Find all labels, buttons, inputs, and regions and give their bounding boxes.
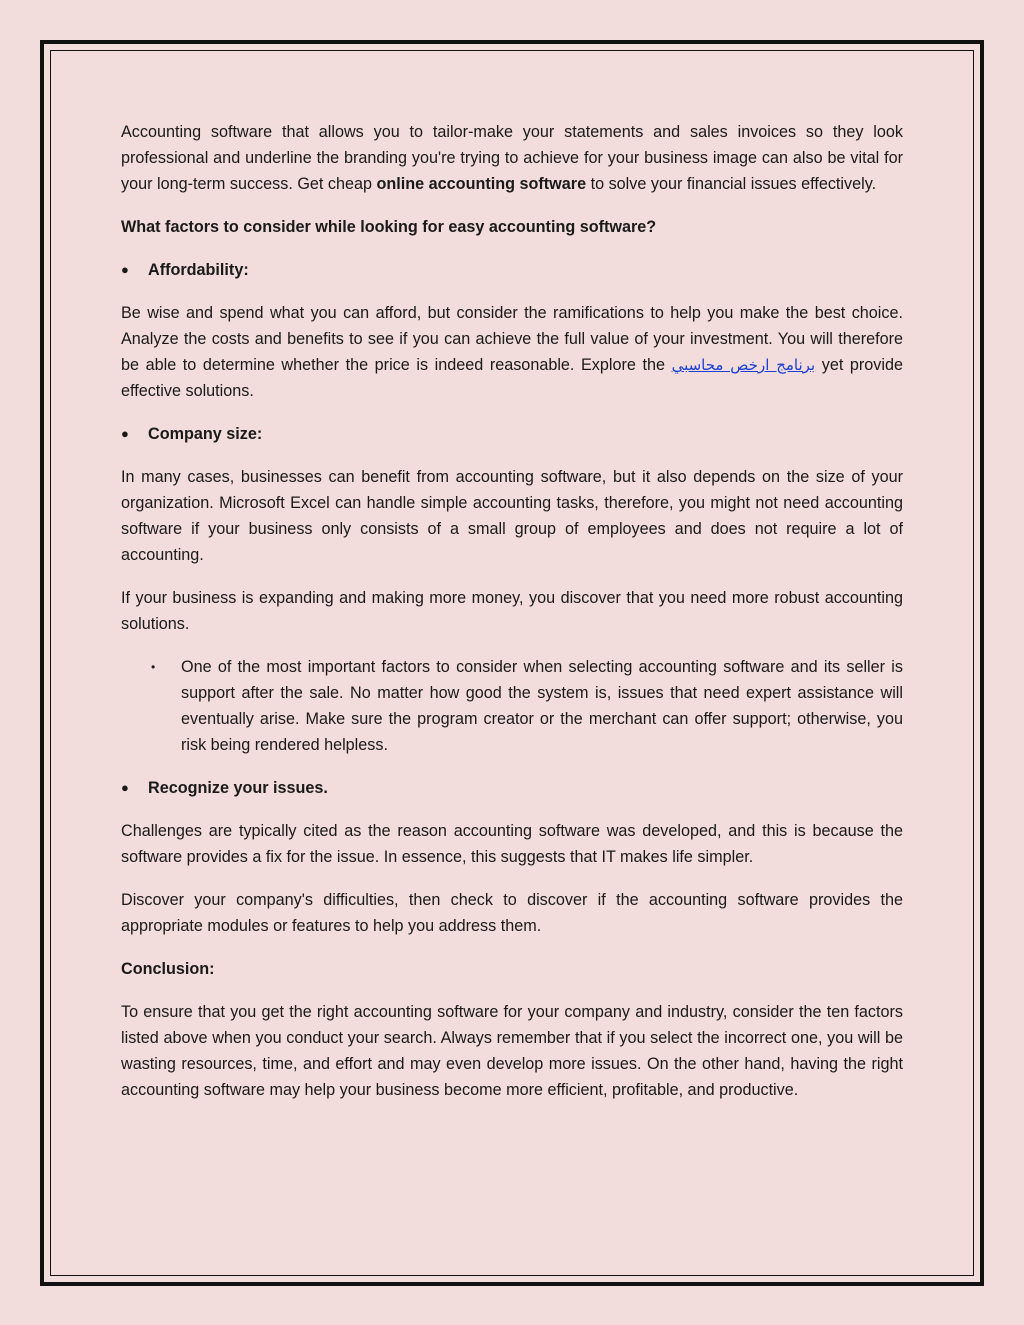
document-body — [121, 119, 903, 1120]
affordability-text-2: yet provide effective solutions. — [121, 356, 903, 400]
issues-heading-label: Recognize your issues. — [148, 779, 328, 797]
company-size-paragraph-2: If your business is expanding and making more money, you discover that you need more robust accounting solutions. — [121, 589, 903, 633]
support-list-item-text: One of the most important factors to consider when selecting accounting software and its seller is support after the sale. No matter how good the system is, issues that need expert assistance will eventually arise. Make sure the program creator or the merchant can offer support; otherwise, you risk being rendered helpless. — [181, 658, 903, 754]
issues-paragraph-2: Discover your company's difficulties, then check to discover if the accounting software provides the appropriate modules or features to help you address them. — [121, 891, 903, 935]
affordability-paragraph — [121, 300, 903, 404]
arabic-software-link[interactable]: برنامج ارخص محاسبي — [671, 356, 816, 374]
online-accounting-software-keyword: online accounting software — [376, 175, 587, 193]
intro-text-1: Accounting software that allows you to tailor-make your statements and sales invoices so they look professional and underline the branding you're trying to achieve for your business image can also be vital for your long-term success. Get cheap — [121, 123, 903, 193]
affordability-heading — [121, 257, 903, 283]
company-size-paragraph-1: In many cases, businesses can benefit from accounting software, but it also depends on the size of your organization. Microsoft Excel can handle simple accounting tasks, therefore, you might not need accounting software if your business only consists of a small group of employees and does not require a lot of accounting. — [121, 468, 903, 564]
issues-paragraph-1: Challenges are typically cited as the reason accounting software was developed, and this is because the software provides a fix for the issue. In essence, this suggests that IT makes life simpler. — [121, 822, 903, 866]
conclusion-paragraph: To ensure that you get the right accounting software for your company and industry, consider the ten factors listed above when you conduct your search. Always remember that if you select the incorrect one, you will be wasting resources, time, and effort and may even develop more issues. On the other hand, having the right accounting software may help your business become more efficient, profitable, and productive. — [121, 1003, 903, 1099]
intro-text-2: to solve your financial issues effectively. — [586, 175, 877, 193]
support-list-item — [121, 654, 903, 758]
question-heading: What factors to consider while looking for easy accounting software? — [121, 218, 657, 236]
conclusion-heading: Conclusion: — [121, 960, 215, 978]
bullet-icon: ● — [121, 780, 129, 795]
company-size-heading-label: Company size: — [148, 425, 263, 443]
intro-paragraph — [121, 119, 903, 197]
affordability-text-1: Be wise and spend what you can afford, but consider the ramifications to help you make the best choice. Analyze the costs and benefits to see if you can achieve the full value of your investment. You will therefore be able to determine whether the price is indeed reasonable. Explore the — [121, 304, 903, 374]
bullet-icon: ● — [121, 262, 129, 277]
company-size-heading — [121, 421, 903, 447]
small-bullet-icon: • — [151, 660, 156, 674]
issues-heading — [121, 775, 903, 801]
bullet-icon: ● — [121, 426, 129, 441]
affordability-heading-label: Affordability: — [148, 261, 249, 279]
